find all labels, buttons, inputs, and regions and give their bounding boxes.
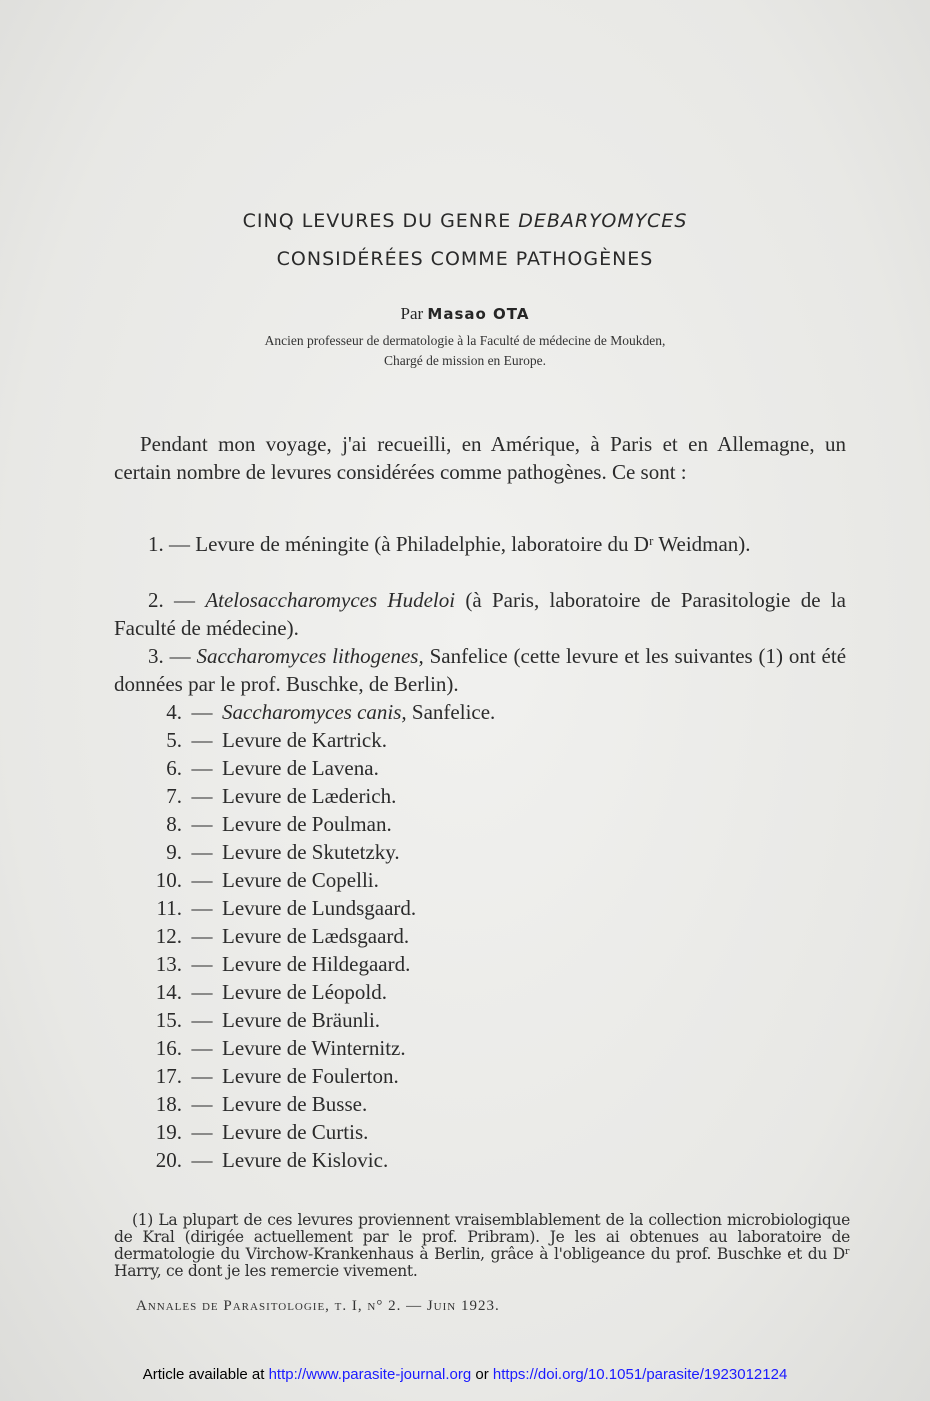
item-dash: — — [191, 924, 213, 948]
item-number: 5. — [166, 728, 182, 752]
item-dash: — — [191, 868, 213, 892]
item-dash: — — [191, 1036, 213, 1060]
list-item — [114, 1146, 714, 1174]
item-dash: — — [191, 1148, 213, 1172]
item-dash: — — [191, 700, 213, 724]
item-text: Levure de Poulman. — [222, 812, 392, 836]
item-number: 3. — [148, 644, 164, 668]
item-number: 12. — [155, 924, 182, 948]
item-dash: — — [191, 756, 213, 780]
intro-paragraph: Pendant mon voyage, j'ai recueilli, en Amérique, à Paris et en Allemagne, un certain nombre de levures considérées comme pathogènes. Ce sont : — [114, 432, 846, 484]
list-item — [114, 810, 714, 838]
item-dash: — — [191, 1008, 213, 1032]
item-dash: — — [174, 588, 196, 612]
list-item — [114, 922, 714, 950]
item-species: Saccharomyces canis, — [222, 700, 407, 724]
list-item — [114, 782, 714, 810]
byline-prefix: Par — [400, 304, 424, 323]
list-item — [114, 1034, 714, 1062]
list-item-2 — [114, 586, 846, 642]
item-text: Levure de Lædsgaard. — [222, 924, 410, 948]
list-item — [114, 894, 714, 922]
list-item — [114, 698, 714, 726]
doi-link[interactable]: https://doi.org/10.1051/parasite/1923012124 — [492, 1366, 788, 1383]
item-text: Levure de Curtis. — [222, 1120, 369, 1144]
item-dash: — — [191, 1064, 213, 1088]
item-number: 20. — [155, 1148, 182, 1172]
item-dash: — — [191, 840, 213, 864]
item-text: Levure de Hildegaard. — [222, 952, 411, 976]
item-dash: — — [191, 952, 213, 976]
item-dash: — — [191, 896, 213, 920]
item-number: 9. — [166, 840, 182, 864]
item-number: 15. — [155, 1008, 182, 1032]
list-item — [114, 1062, 714, 1090]
list-item — [114, 1090, 714, 1118]
availability-notice — [0, 1366, 930, 1383]
item-number: 16. — [155, 1036, 182, 1060]
list-item — [114, 838, 714, 866]
item-text: Levure de Lavena. — [222, 756, 379, 780]
item-species: Saccharomyces lithogenes, — [196, 644, 424, 668]
item-dash: — — [169, 532, 190, 556]
item-dash: — — [191, 784, 213, 808]
item-number: 2. — [148, 588, 164, 612]
title-genus: DEBARYOMYCES — [518, 210, 688, 232]
item-dash: — — [191, 980, 213, 1004]
item-number: 4. — [166, 700, 182, 724]
item-number: 19. — [155, 1120, 182, 1144]
item-text: Levure de Kislovic. — [222, 1148, 389, 1172]
yeast-list — [114, 698, 714, 1174]
item-dash: — — [169, 644, 191, 668]
author-name: Masao OTA — [427, 305, 530, 323]
item-dash: — — [191, 728, 213, 752]
list-item — [114, 950, 714, 978]
availability-prefix: Article available at — [142, 1366, 269, 1383]
item-dash: — — [191, 812, 213, 836]
article-title-line-2: CONSIDÉRÉES COMME PATHOGÈNES — [276, 248, 654, 270]
author-affiliation-1: Ancien professeur de dermatologie à la Faculté de médecine de Moukden, — [264, 333, 666, 348]
list-item — [114, 1006, 714, 1034]
item-text: Levure de méningite (à Philadelphie, laboratoire du Dʳ Weidman). — [195, 532, 751, 556]
article-title-line-1 — [0, 210, 930, 232]
item-text: Levure de Læderich. — [222, 784, 397, 808]
item-text: Levure de Foulerton. — [222, 1064, 399, 1088]
list-item — [114, 726, 714, 754]
footnote — [114, 1212, 850, 1280]
item-text: Levure de Léopold. — [222, 980, 388, 1004]
journal-citation: Annales de Parasitologie, t. I, n° 2. — Juin 1923. — [136, 1298, 500, 1314]
item-text: Levure de Skutetzky. — [222, 840, 400, 864]
item-dash: — — [191, 1120, 213, 1144]
list-item — [114, 1118, 714, 1146]
item-number: 6. — [166, 756, 182, 780]
item-text: Levure de Copelli. — [222, 868, 379, 892]
item-species: Atelosaccharomyces Hudeloi — [205, 588, 456, 612]
item-dash: — — [191, 1092, 213, 1116]
item-number: 8. — [166, 812, 182, 836]
item-text: (à Paris, laboratoire de Parasitologie de la Faculté de médecine). — [114, 588, 846, 640]
item-number: 18. — [155, 1092, 182, 1116]
item-text: Sanfelice. — [406, 700, 496, 724]
list-item-3 — [114, 642, 846, 698]
availability-middle: or — [471, 1366, 493, 1383]
item-text: Levure de Winternitz. — [222, 1036, 406, 1060]
item-number: 13. — [155, 952, 182, 976]
item-number: 14. — [155, 980, 182, 1004]
item-number: 11. — [156, 896, 182, 920]
item-text: Levure de Bräunli. — [222, 1008, 381, 1032]
item-text: Levure de Lundsgaard. — [222, 896, 417, 920]
item-number: 1. — [148, 532, 164, 556]
list-item — [114, 978, 714, 1006]
author-affiliation-2: Chargé de mission en Europe. — [383, 353, 547, 368]
item-text: Levure de Busse. — [222, 1092, 368, 1116]
item-number: 10. — [155, 868, 182, 892]
footnote-text: (1) La plupart de ces levures proviennent vraisemblablement de la collection microbiologique de Kral (dirigée actuellement par le prof. Pribram). Je les ai obtenues au laboratoire de dermatologie du Virchow-Krankenhaus à Berlin, grâce à l'obligeance du prof. Buschke et du Dʳ Harry, ce dont je les remercie vivement. — [114, 1211, 850, 1280]
item-number: 17. — [155, 1064, 182, 1088]
title-text: CINQ LEVURES DU GENRE — [242, 210, 519, 232]
item-number: 7. — [166, 784, 182, 808]
list-item-1 — [114, 530, 846, 558]
byline — [0, 304, 930, 324]
journal-link[interactable]: http://www.parasite-journal.org — [268, 1366, 472, 1383]
item-text: Levure de Kartrick. — [222, 728, 387, 752]
list-item — [114, 866, 714, 894]
item-text: Sanfelice (cette levure et les suivantes (1) ont été données par le prof. Buschke, de Berlin). — [114, 644, 847, 696]
list-item — [114, 754, 714, 782]
